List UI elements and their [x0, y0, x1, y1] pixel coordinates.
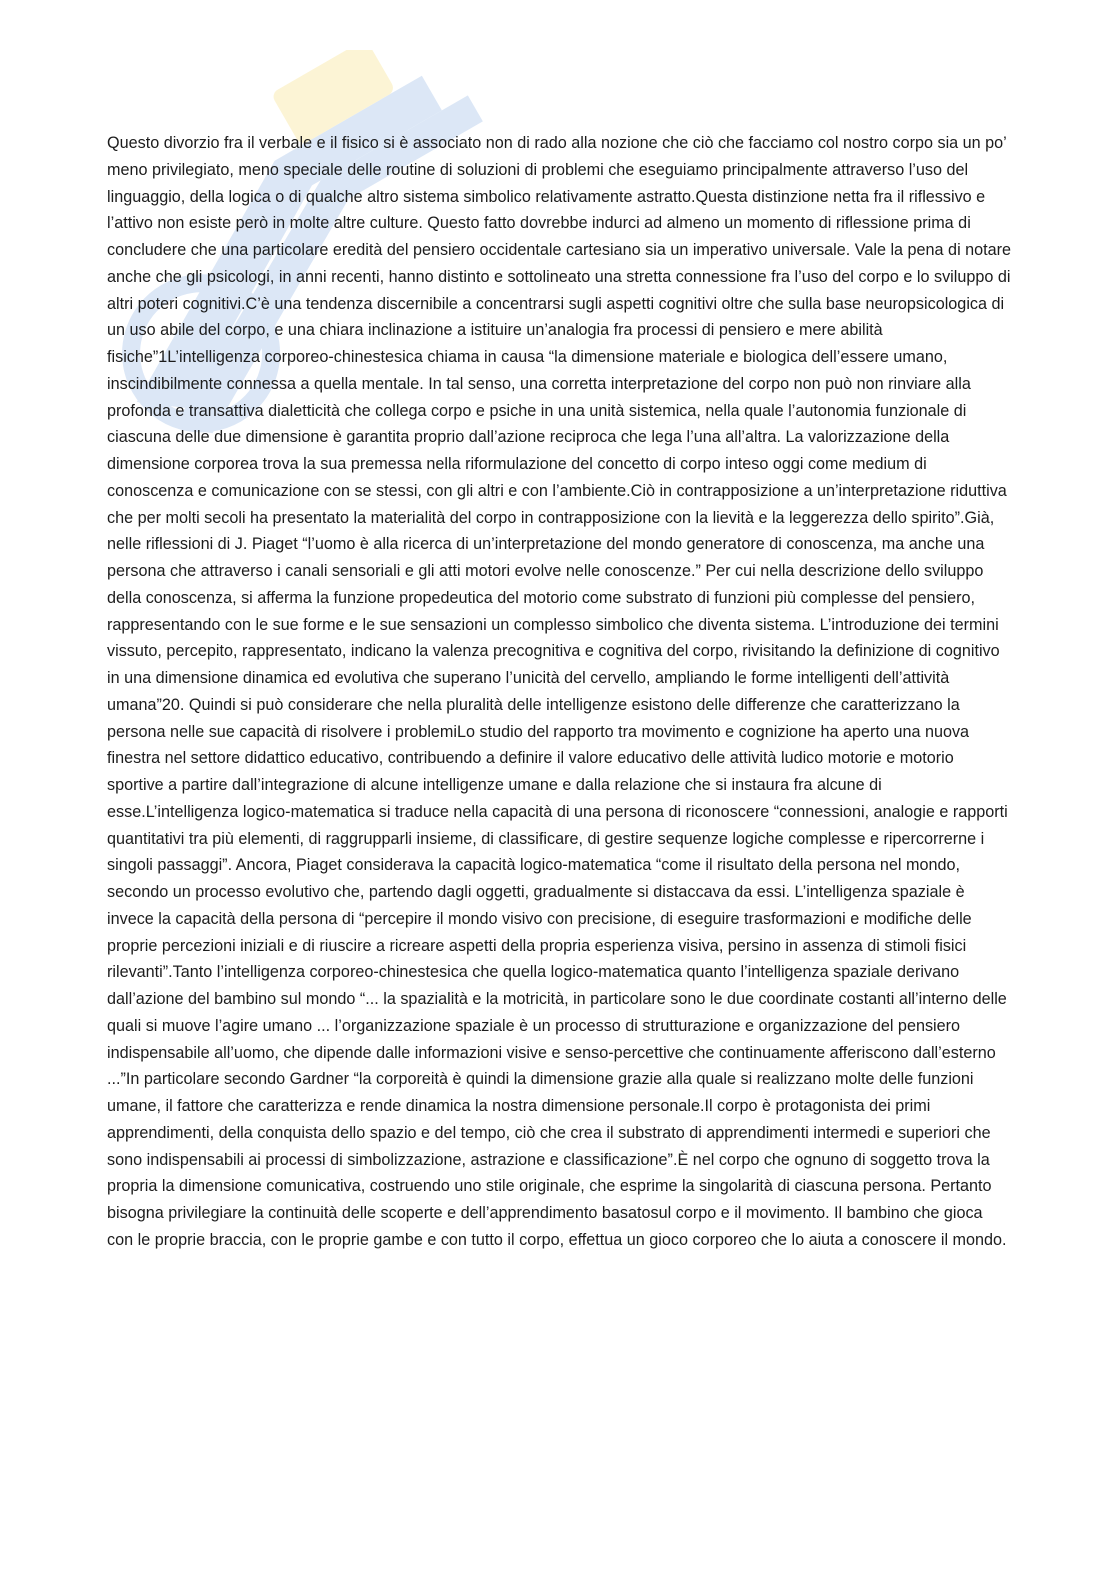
body-paragraph: Questo divorzio fra il verbale e il fisico si è associato non di rado alla nozione che ciò che facciamo col nostro corpo sia un po’ meno privilegiato, meno speciale delle routine di soluzioni di problemi che eseguiamo principalmente attraverso l’uso del linguaggio, della logica o di qualche altro sistema simbolico relativamente astratto.Questa distinzione netta fra il riflessivo e l’attivo non esiste però in molte altre culture. Questo fatto dovrebbe indurci ad almeno un momento di riflessione prima di concludere che una particolare eredità del pensiero occidentale cartesiano sia un imperativo universale. Vale la pena di notare anche che gli psicologi, in anni recenti, hanno distinto e sottolineato una stretta connessione fra l’uso del corpo e lo sviluppo di altri poteri cognitivi.C’è una tendenza discernibile a concentrarsi sugli aspetti cognitivi oltre che sulla base neuropsicologica di un uso abile del corpo, e una chiara inclinazione a istituire un’analogia fra processi di pensiero e mere abilità fisiche”1L’intelligenza corporeo-chinestesica chiama in causa “la dimensione materiale e biologica dell’essere umano, inscindibilmente connessa a quella mentale. In tal senso, una corretta interpretazione del corpo non può non rinviare alla profonda e transattiva dialetticità che collega corpo e psiche in una unità sistemica, nella quale l’autonomia funzionale di ciascuna delle due dimensione è garantita proprio dall’azione reciproca che lega l’una all’altra. La valorizzazione della dimensione corporea trova la sua premessa nella riformulazione del concetto di corpo inteso oggi come medium di conoscenza e comunicazione con se stessi, con gli altri e con l’ambiente.Ciò in contrapposizione a un’interpretazione riduttiva che per molti secoli ha presentato la materialità del corpo in contrapposizione con la lievità e la leggerezza dello spirito”.Già, nelle riflessioni di J. Piaget “l’uomo è alla ricerca di un’interpretazione del mondo generatore di conoscenza, ma anche una persona che attraverso i canali sensoriali e gli atti motori evolve nelle conoscenze.” Per cui nella descrizione dello sviluppo della conoscenza, si afferma la funzione propedeutica del motorio come substrato di funzioni più complesse del pensiero, rappresentando con le sue forme e le sue sensazioni un complesso simbolico che diventa sistema. L’introduzione dei termini vissuto, percepito, rappresentato, indicano la valenza precognitiva e cognitiva del corpo, rivisitando la definizione di cognitivo in una dimensione dinamica ed evolutiva che superano l’unicità del cervello, ampliando le forme intelligenti dell’attività umana”20. Quindi si può considerare che nella pluralità delle intelligenze esistono delle differenze che caratterizzano la persona nelle sue capacità di risolvere i problemiLo studio del rapporto tra movimento e cognizione ha aperto una nuova finestra nel settore didattico educativo, contribuendo a definire il valore educativo delle attività ludico motorie e motorio sportive a partire dall’integrazione di alcune intelligenze umane e dalla relazione che si instaura fra alcune di esse.L’intelligenza logico-matematica si traduce nella capacità di una persona di riconoscere “connessioni, analogie e rapporti quantitativi tra più elementi, di raggrupparli insieme, di classificare, di gestire sequenze logiche complesse e ripercorrerne i singoli passaggi”. Ancora, Piaget considerava la capacità logico-matematica “come il risultato della persona nel mondo, secondo un processo evolutivo che, partendo dagli oggetti, gradualmente si distaccava da essi. L’intelligenza spaziale è invece la capacità della persona di “percepire il mondo visivo con precisione, di eseguire trasformazioni e modifiche delle proprie percezioni iniziali e di riuscire a ricreare aspetti della propria esperienza visiva, persino in assenza di stimoli fisici rilevanti”.Tanto l’intelligenza corporeo-chinestesica che quella logico-matematica quanto l’intelligenza spaziale derivano dall’azione del bambino sul mondo “... la spazialità e la motricità, in particolare sono le due coordinate costanti all’interno delle quali si muove l’agire umano ... l’organizzazione spaziale è un processo di strutturazione e organizzazione del pensiero indispensabile all’uomo, che dipende dalle informazioni visive e senso-percettive che continuamente afferiscono dall’esterno ...”In particolare secondo Gardner “la corporeità è quindi la dimensione grazie alla quale si realizzano molte delle funzioni umane, il fattore che caratterizza e rende dinamica la nostra dimensione personale.Il corpo è protagonista dei primi apprendimenti, della conquista dello spazio e del tempo, ciò che crea il substrato di apprendimenti intermedi e superiori che sono indispensabili ai processi di simbolizzazione, astrazione e classificazione”.È nel corpo che ognuno di soggetto trova la propria la dimensione comunicativa, costruendo uno stile originale, che esprime la singolarità di ciascuna persona. Pertanto bisogna privilegiare la continuità delle scoperte e dell’apprendimento basatosul corpo e il movimento. Il bambino che gioca con le proprie braccia, con le proprie gambe e con tutto il corpo, effettua un gioco corporeo che lo aiuta a conoscere il mondo. — [107, 134, 1012, 1249]
